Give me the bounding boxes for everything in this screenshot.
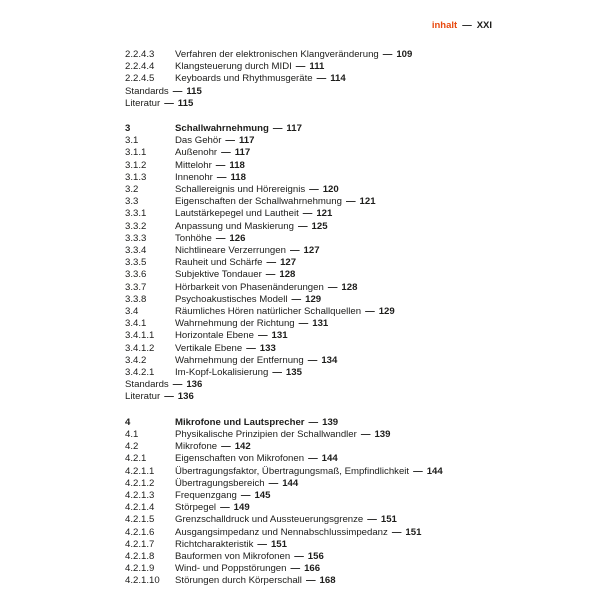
toc-row — [125, 343, 492, 355]
leader-dash: — — [172, 379, 183, 391]
entry-number: 2.2.4.4 — [125, 61, 155, 73]
entry-title: Störungen durch Körperschall — [175, 575, 302, 587]
entry-title: Eigenschaften von Mikrofonen — [175, 453, 305, 465]
entry-page-number: 142 — [234, 441, 251, 453]
toc-row — [125, 257, 492, 269]
toc-row — [125, 441, 492, 453]
entry-number: 3.4.1 — [125, 318, 147, 330]
leader-dash: — — [345, 196, 356, 208]
entry-number: 4 — [125, 416, 131, 428]
entry-page-number: 128 — [279, 269, 296, 281]
entry-title: Keyboards und Rhythmusgeräte — [175, 73, 313, 85]
entry-number: 4.2 — [125, 441, 139, 453]
entry-page-number: 151 — [380, 514, 397, 526]
toc-row — [125, 73, 492, 85]
leader-dash: — — [257, 330, 268, 342]
entry-page-number: 127 — [280, 257, 297, 269]
leader-dash: — — [221, 441, 231, 453]
leader-dash: — — [272, 123, 283, 135]
entry-number: 3 — [125, 123, 131, 135]
entry-page-number: 136 — [177, 391, 194, 403]
entry-number: 4.2.1.6 — [125, 526, 155, 538]
entry-title: Subjektive Tondauer — [175, 269, 262, 281]
entry-page-number: 121 — [359, 196, 376, 208]
leader-dash: — — [305, 575, 316, 587]
entry-number: 4.2.1.5 — [125, 514, 155, 526]
entry-page-number: 135 — [285, 367, 302, 379]
leader-dash: — — [164, 391, 174, 403]
entry-page-number: 131 — [312, 318, 329, 330]
leader-dash: — — [268, 477, 279, 489]
leader-dash: — — [246, 342, 256, 354]
entry-title: Schallereignis und Hörereignis — [175, 184, 306, 196]
leader-dash: — — [365, 306, 375, 318]
toc-gap — [125, 110, 492, 123]
leader-dash: — — [220, 502, 230, 514]
entry-page-number: 109 — [396, 49, 413, 60]
entry-page-number: 144 — [282, 477, 299, 489]
entry-title: Horizontale Ebene — [175, 330, 254, 342]
entry-title: Lautstärkepegel und Lautheit — [175, 208, 299, 220]
entry-page-number: 168 — [319, 575, 336, 587]
leader-dash: — — [290, 563, 301, 575]
entry-page-number: 166 — [304, 563, 321, 575]
toc-row — [125, 294, 492, 306]
toc-row — [125, 98, 492, 110]
toc-row — [125, 61, 492, 73]
entry-title: Nichtlineare Verzerrungen — [175, 245, 286, 257]
entry-title: Psychoakustisches Modell — [175, 293, 288, 305]
toc-row — [125, 147, 492, 159]
toc-row — [125, 245, 492, 257]
entry-number: 3.3.4 — [125, 245, 147, 257]
entry-page-number: 117 — [234, 147, 251, 159]
entry-page-number: 136 — [186, 379, 203, 391]
entry-number: 3.3.2 — [125, 220, 147, 232]
toc-row — [125, 502, 492, 514]
entry-title: Im-Kopf-Lokalisierung — [175, 367, 269, 379]
entry-page-number: 145 — [254, 489, 271, 501]
leader-dash: — — [382, 49, 393, 60]
entry-page-number: 118 — [230, 171, 246, 183]
toc-row — [125, 490, 492, 502]
entry-title: Räumliches Hören natürlicher Schallquellen — [175, 306, 362, 318]
toc-row — [125, 160, 492, 172]
entry-page-number: 151 — [405, 526, 422, 538]
leader-dash: — — [240, 489, 251, 501]
toc-row — [125, 306, 492, 318]
entry-page-number: 115 — [186, 85, 202, 97]
leader-dash: — — [257, 538, 267, 550]
entry-title: Ausgangsimpedanz und Nennabschlussimpedanz — [175, 526, 388, 538]
entry-title: Mikrofone — [175, 441, 218, 453]
toc-row — [125, 429, 492, 441]
toc-row — [125, 379, 492, 391]
toc-row — [125, 367, 492, 379]
entry-number: 3.3 — [125, 196, 139, 208]
entry-number: 3.3.1 — [125, 208, 147, 220]
entry-number: 4.2.1.3 — [125, 489, 155, 501]
entry-page-number: 129 — [378, 306, 395, 318]
toc-row — [125, 527, 492, 539]
entry-title: Mikrofone und Lautsprecher — [175, 416, 305, 428]
entry-title: Störpegel — [175, 502, 217, 514]
toc-gap — [125, 404, 492, 417]
entry-title: Bauformen von Mikrofonen — [175, 550, 291, 562]
header-dash: — — [462, 20, 472, 31]
toc-list — [125, 49, 492, 588]
toc-row — [125, 466, 492, 478]
entry-title: Vertikale Ebene — [175, 342, 243, 354]
entry-title: Tonhöhe — [175, 232, 212, 244]
entry-page-number: 139 — [322, 416, 339, 428]
leader-dash: — — [289, 245, 300, 257]
toc-row — [125, 355, 492, 367]
entry-page-number: 139 — [374, 428, 391, 440]
leader-dash: — — [215, 159, 226, 171]
leader-dash: — — [307, 354, 318, 366]
entry-number: 4.2.1.2 — [125, 477, 155, 489]
entry-title: Physikalische Prinzipien der Schallwandler — [175, 428, 357, 440]
entry-title: Das Gehör — [175, 135, 222, 147]
entry-title: Richtcharakteristik — [175, 538, 254, 550]
entry-page-number: 128 — [341, 281, 358, 293]
entry-number: 4.2.1.1 — [125, 465, 155, 477]
entry-title: Schallwahrnehmung — [175, 123, 269, 135]
leader-dash: — — [164, 97, 174, 109]
entry-page-number: 149 — [233, 502, 250, 514]
leader-dash: — — [302, 208, 313, 220]
leader-dash: — — [172, 85, 183, 97]
entry-title: Rauheit und Schärfe — [175, 257, 263, 269]
toc-row — [125, 184, 492, 196]
leader-dash: — — [413, 465, 423, 477]
entry-title: Hörbarkeit von Phasenänderungen — [175, 281, 324, 293]
toc-row — [125, 453, 492, 465]
entry-page-number: 120 — [322, 184, 339, 196]
entry-title: Grenzschalldruck und Aussteuerungsgrenze — [175, 514, 364, 526]
toc-row — [125, 318, 492, 330]
leader-dash: — — [215, 232, 226, 244]
leader-dash: — — [391, 526, 402, 538]
toc-row — [125, 551, 492, 563]
entry-page-number: 111 — [309, 61, 325, 73]
leader-dash: — — [272, 367, 282, 379]
toc-row — [125, 563, 492, 575]
entry-number: 3.1.1 — [125, 147, 147, 159]
leader-dash: — — [216, 171, 227, 183]
entry-title: Außenohr — [175, 147, 218, 159]
entry-number: 3.4.2 — [125, 354, 147, 366]
entry-page-number: 144 — [321, 453, 338, 465]
entry-title: Eigenschaften der Schallwahrnehmung — [175, 196, 342, 208]
toc-row — [125, 269, 492, 281]
entry-title: Innenohr — [175, 171, 213, 183]
entry-number: 3.2 — [125, 184, 139, 196]
entry-number: 4.2.1.8 — [125, 550, 155, 562]
toc-row — [125, 172, 492, 184]
entry-number: 3.4.2.1 — [125, 367, 155, 379]
leader-dash: — — [308, 416, 319, 428]
toc-row — [125, 539, 492, 551]
entry-page-number: 117 — [238, 135, 255, 147]
entry-page-number: 126 — [229, 232, 246, 244]
entry-number: 3.1.3 — [125, 171, 147, 183]
toc-row — [125, 417, 492, 429]
entry-number: 3.3.5 — [125, 257, 147, 269]
entry-number: 3.3.8 — [125, 293, 147, 305]
entry-page-number: 156 — [307, 550, 324, 562]
entry-number: 2.2.4.5 — [125, 73, 155, 85]
entry-number: 2.2.4.3 — [125, 49, 155, 60]
leader-dash: — — [294, 550, 304, 562]
leader-dash: — — [265, 269, 276, 281]
toc-row — [125, 282, 492, 294]
leader-dash: — — [225, 135, 235, 147]
toc-row — [125, 514, 492, 526]
entry-number: 3.1 — [125, 135, 139, 147]
toc-row — [125, 391, 492, 403]
toc-row — [125, 123, 492, 135]
entry-number: 4.1 — [125, 428, 139, 440]
entry-page-number: 115 — [177, 97, 194, 109]
toc-row — [125, 478, 492, 490]
leader-dash: — — [367, 514, 377, 526]
entry-label: Standards — [125, 379, 169, 391]
entry-title: Verfahren der elektronischen Klangveränderung — [175, 49, 379, 60]
header-page-number: XXI — [476, 20, 492, 31]
leader-dash: — — [291, 293, 302, 305]
toc-row — [125, 330, 492, 342]
entry-number: 4.2.1.10 — [125, 575, 160, 587]
leader-dash: — — [308, 453, 318, 465]
leader-dash: — — [316, 73, 327, 85]
toc-row — [125, 575, 492, 587]
entry-number: 3.1.2 — [125, 159, 147, 171]
entry-number: 3.3.3 — [125, 232, 147, 244]
entry-page-number: 151 — [270, 538, 287, 550]
entry-page-number: 134 — [321, 354, 338, 366]
entry-number: 3.4.1.2 — [125, 342, 155, 354]
entry-page-number: 127 — [303, 245, 320, 257]
entry-number: 4.2.1 — [125, 453, 147, 465]
entry-page-number: 114 — [330, 73, 346, 85]
toc-row — [125, 221, 492, 233]
header-section-label: inhalt — [431, 20, 458, 31]
leader-dash: — — [297, 220, 308, 232]
toc-row — [125, 196, 492, 208]
entry-page-number: 144 — [426, 465, 443, 477]
page-header — [125, 20, 492, 31]
entry-title: Mittelohr — [175, 159, 212, 171]
entry-number: 3.3.6 — [125, 269, 147, 281]
entry-label: Literatur — [125, 97, 161, 109]
entry-number: 3.4 — [125, 306, 139, 318]
entry-number: 3.3.7 — [125, 281, 147, 293]
entry-page-number: 121 — [316, 208, 333, 220]
entry-title: Klangsteuerung durch MIDI — [175, 61, 292, 73]
entry-page-number: 125 — [311, 220, 328, 232]
entry-label: Literatur — [125, 391, 161, 403]
entry-page-number: 131 — [271, 330, 288, 342]
entry-title: Übertragungsfaktor, Übertragungsmaß, Empfindlichkeit — [175, 465, 410, 477]
entry-page-number: 129 — [305, 293, 322, 305]
entry-number: 4.2.1.4 — [125, 502, 155, 514]
toc-row — [125, 86, 492, 98]
entry-title: Anpassung und Maskierung — [175, 220, 294, 232]
toc-row — [125, 49, 492, 61]
entry-title: Frequenzgang — [175, 489, 237, 501]
leader-dash: — — [327, 281, 338, 293]
leader-dash: — — [298, 318, 309, 330]
entry-label: Standards — [125, 85, 169, 97]
entry-page-number: 133 — [259, 342, 276, 354]
leader-dash: — — [309, 184, 319, 196]
entry-number: 4.2.1.7 — [125, 538, 155, 550]
entry-title: Wind- und Poppstörungen — [175, 563, 287, 575]
entry-number: 4.2.1.9 — [125, 563, 155, 575]
entry-page-number: 117 — [286, 123, 302, 135]
entry-number: 3.4.1.1 — [125, 330, 155, 342]
entry-title: Wahrnehmung der Richtung — [175, 318, 295, 330]
entry-title: Wahrnehmung der Entfernung — [175, 354, 304, 366]
leader-dash: — — [221, 147, 231, 159]
leader-dash: — — [266, 257, 277, 269]
leader-dash: — — [295, 61, 306, 73]
entry-page-number: 118 — [229, 159, 245, 171]
toc-row — [125, 233, 492, 245]
leader-dash: — — [360, 428, 371, 440]
toc-row — [125, 208, 492, 220]
entry-title: Übertragungsbereich — [175, 477, 265, 489]
toc-row — [125, 135, 492, 147]
